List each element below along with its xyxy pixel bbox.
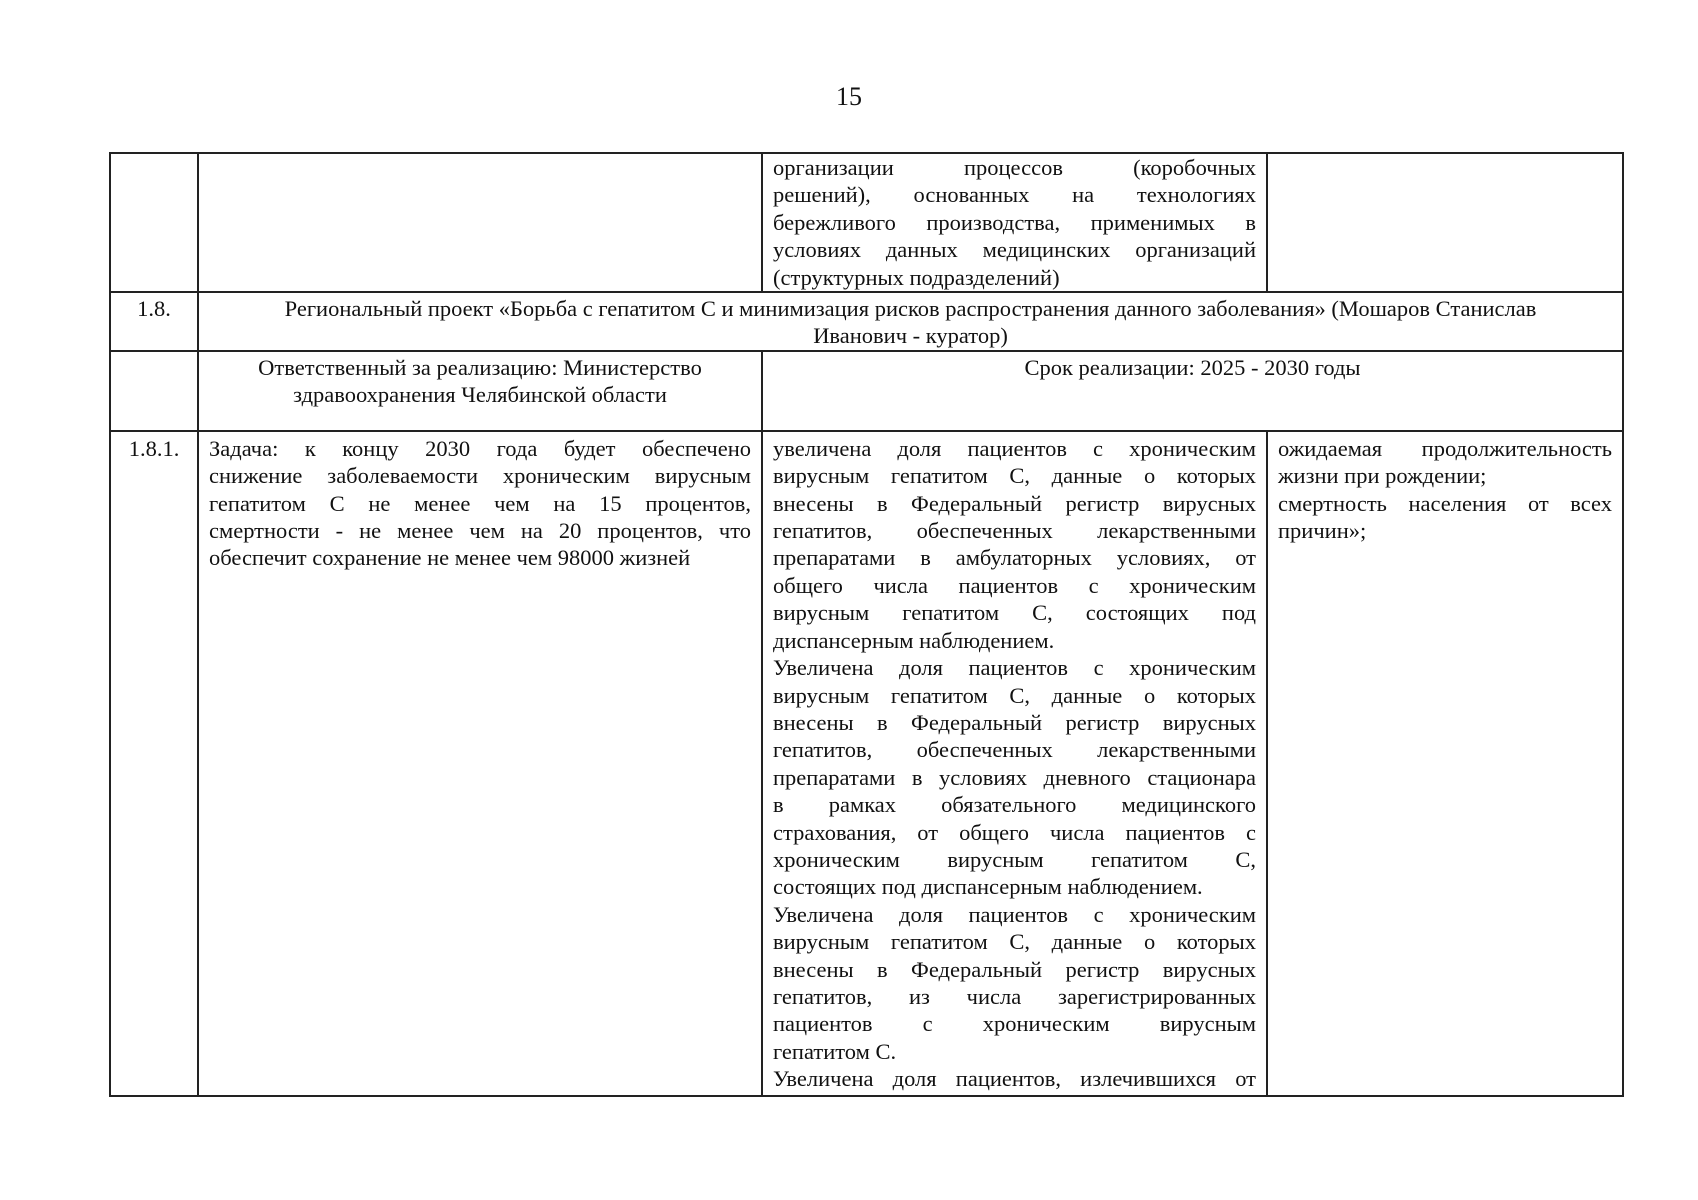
result-line: Увеличена доля пациентов с хроническим bbox=[773, 655, 1256, 681]
result-line: гепатитом С. bbox=[773, 1038, 897, 1064]
implementation-term bbox=[762, 351, 1623, 431]
result-line: гепатитов, обеспеченных лекарственными bbox=[773, 737, 1256, 763]
table-row-project bbox=[110, 292, 1623, 351]
task-number: 1.8.1. bbox=[110, 431, 198, 1096]
result-line: Увеличена доля пациентов, излечившихся от bbox=[773, 1066, 1256, 1092]
task-line: Задача: к концу 2030 года будет обеспечено bbox=[209, 435, 751, 461]
result-line: состоящих под диспансерным наблюдением. bbox=[773, 874, 1203, 900]
table-row-task bbox=[110, 431, 1623, 1096]
table-row-responsible bbox=[110, 351, 1623, 431]
text-line: решений), основанных на технологиях bbox=[773, 182, 1256, 208]
term-text: Срок реализации: 2025 - 2030 годы bbox=[1024, 354, 1361, 380]
result-line: страхования, от общего числа пациентов с bbox=[773, 819, 1256, 845]
result-line: в рамках обязательного медицинского bbox=[773, 792, 1256, 818]
results-cell bbox=[762, 431, 1267, 1096]
result-line: препаратами в условиях дневного стационара bbox=[773, 764, 1256, 790]
result-line: общего числа пациентов с хроническим bbox=[773, 572, 1256, 598]
task-line: снижение заболеваемости хроническим вирусным bbox=[209, 463, 751, 489]
result-line: пациентов с хроническим вирусным bbox=[773, 1011, 1256, 1037]
cell-indicators-empty bbox=[1267, 153, 1623, 292]
project-title bbox=[198, 292, 1623, 351]
result-line: вирусным гепатитом С, данные о которых bbox=[773, 682, 1256, 708]
result-line: внесены в Федеральный регистр вирусных bbox=[773, 709, 1256, 735]
result-line: Увеличена доля пациентов с хроническим bbox=[773, 901, 1256, 927]
cell-continuation-text bbox=[762, 153, 1267, 292]
result-line: хроническим вирусным гепатитом С, bbox=[773, 846, 1256, 872]
project-title-line: Иванович - куратор) bbox=[813, 323, 1008, 349]
indicators-cell bbox=[1267, 431, 1623, 1096]
result-line: вирусным гепатитом С, состоящих под bbox=[773, 600, 1256, 626]
cell-num-empty bbox=[110, 153, 198, 292]
table-row-continuation bbox=[110, 153, 1623, 292]
result-line: гепатитов, из числа зарегистрированных bbox=[773, 983, 1256, 1009]
project-number: 1.8. bbox=[110, 292, 198, 351]
indicator-line: смертность населения от всех bbox=[1278, 490, 1612, 516]
result-line: внесены в Федеральный регистр вирусных bbox=[773, 956, 1256, 982]
cell-num-empty bbox=[110, 351, 198, 431]
result-line: диспансерным наблюдением. bbox=[773, 627, 1055, 653]
text-line: бережливого производства, применимых в bbox=[773, 209, 1256, 235]
indicator-line: причин»; bbox=[1278, 518, 1367, 544]
program-table bbox=[109, 152, 1624, 1097]
cell-task-empty bbox=[198, 153, 762, 292]
task-cell bbox=[198, 431, 762, 1096]
project-title-line: Региональный проект «Борьба с гепатитом С и минимизация рисков распространения данного заболевания» (Мошаров Станислав bbox=[284, 296, 1537, 322]
task-line: обеспечит сохранение не менее чем 98000 жизней bbox=[209, 545, 691, 571]
responsible-line: Ответственный за реализацию: Министерство bbox=[258, 354, 702, 380]
indicator-line: жизни при рождении; bbox=[1278, 463, 1487, 489]
result-line: препаратами в амбулаторных условиях, от bbox=[773, 545, 1256, 571]
task-line: смертности - не менее чем на 20 процентов, что bbox=[209, 518, 751, 544]
result-line: вирусным гепатитом С, данные о которых bbox=[773, 463, 1256, 489]
result-line: гепатитов, обеспеченных лекарственными bbox=[773, 518, 1256, 544]
result-line: внесены в Федеральный регистр вирусных bbox=[773, 490, 1256, 516]
result-line: вирусным гепатитом С, данные о которых bbox=[773, 929, 1256, 955]
result-line: увеличена доля пациентов с хроническим bbox=[773, 435, 1256, 461]
task-line: гепатитом С не менее чем на 15 процентов, bbox=[209, 490, 751, 516]
text-line: условиях данных медицинских организаций bbox=[773, 237, 1256, 263]
text-line: (структурных подразделений) bbox=[773, 264, 1060, 290]
responsible-cell bbox=[198, 351, 762, 431]
indicator-line: ожидаемая продолжительность bbox=[1278, 435, 1612, 461]
responsible-line: здравоохранения Челябинской области bbox=[293, 382, 667, 408]
page-number: 15 bbox=[836, 82, 862, 111]
text-line: организации процессов (коробочных bbox=[773, 155, 1256, 180]
